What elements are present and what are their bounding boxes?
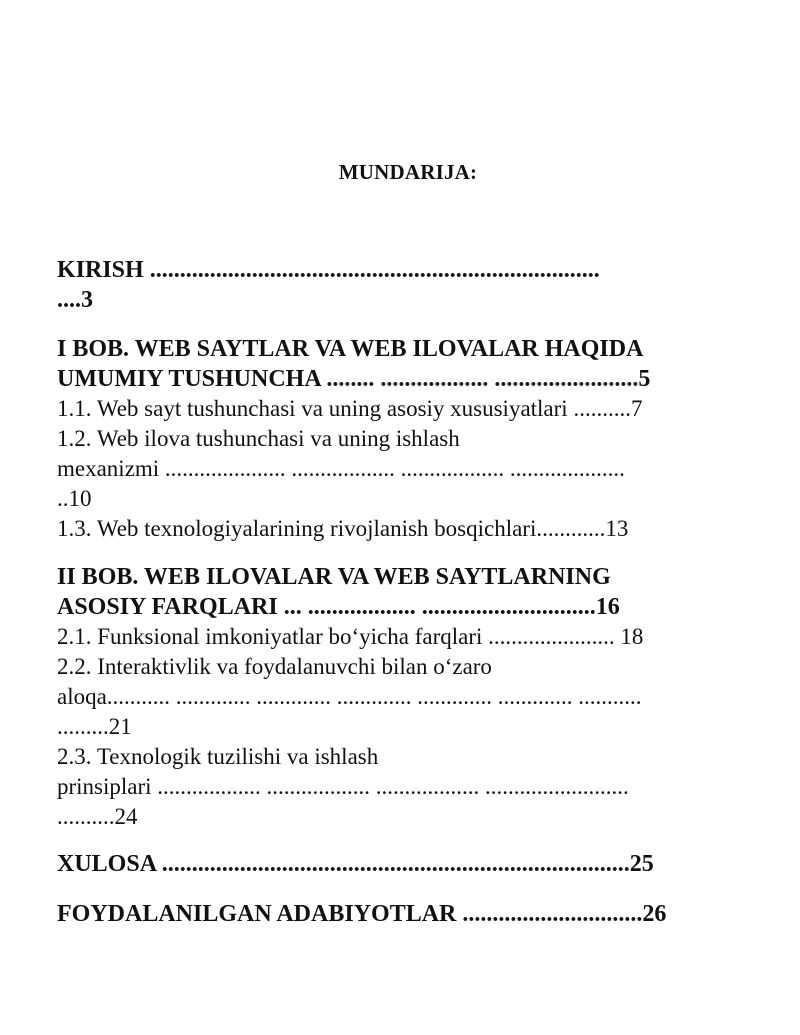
toc-chapter1-title-line2: UMUMIY TUSHUNCHA ........ .................. ........................5 [57,366,651,392]
toc-entry-1-2-line3: ..10 [57,486,92,511]
toc-entry-2-3-line3: ..........24 [57,804,138,829]
toc-chapter1-title-line1: I BOB. WEB SAYTLAR VA WEB ILOVALAR HAQIDA [57,336,644,362]
toc-entry-2-3-line2: prinsiplari .................. .................. .................. ......................... [57,774,629,799]
toc-entry-2-2-line2: aloqa........... ............. ............. ............. ............. ............. ........... [57,684,642,709]
toc-entry-1-2-line2: mexanizmi ..................... .................. .................. .................... [57,456,625,481]
toc-entry-kirish-line2: ....3 [57,287,93,313]
toc-entry-2-3-line1: 2.3. Texnologik tuzilishi va ishlash [57,744,379,769]
page-title: MUNDARIJA: [338,160,478,184]
toc-chapter2-title-line1: II BOB. WEB ILOVALAR VA WEB SAYTLARNING [57,564,611,590]
toc-entry-1-3: 1.3. Web texnologiyalarining rivojlanish bosqichlari............13 [57,516,629,541]
toc-entry-1-2-line1: 1.2. Web ilova tushunchasi va uning ishlash [57,426,460,451]
toc-entry-2-2-line1: 2.2. Interaktivlik va foydalanuvchi bilan o‘zaro [57,654,492,679]
toc-entry-1-1: 1.1. Web sayt tushunchasi va uning asosiy xususiyatlari ..........7 [57,396,643,421]
toc-entry-2-1: 2.1. Funksional imkoniyatlar bo‘yicha farqlari ...................... 18 [57,624,644,649]
toc-chapter2-title-line2: ASOSIY FARQLARI ... .................. .............................16 [57,594,620,620]
toc-entry-kirish-line1: KIRISH ........................................................................... [57,257,600,283]
toc-entry-2-2-line3: .........21 [57,714,132,739]
toc-entry-xulosa: XULOSA ..............................................................................25 [57,851,654,877]
toc-entry-adabiyotlar: FOYDALANILGAN ADABIYOTLAR ..............................26 [57,901,667,927]
